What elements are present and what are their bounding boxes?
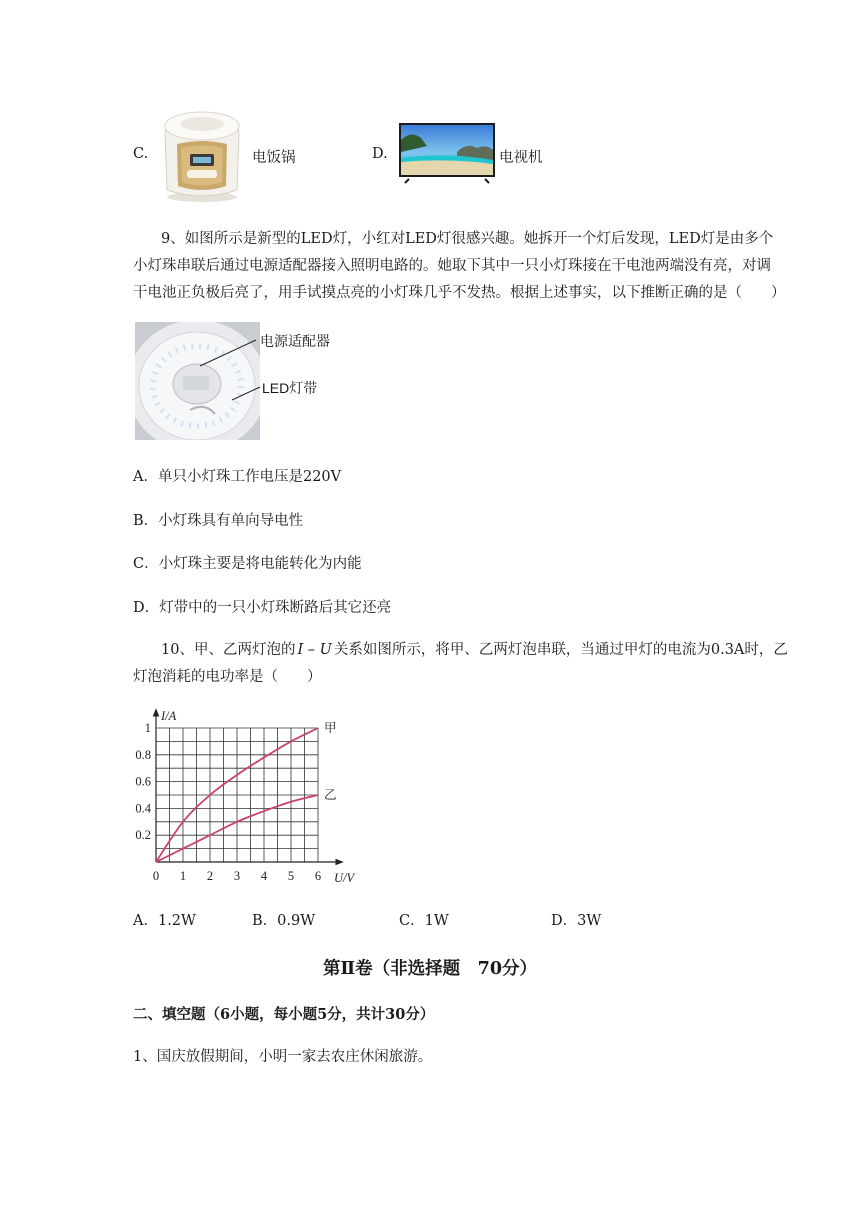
television-image bbox=[397, 122, 497, 184]
x-tick-label: 0 bbox=[152, 869, 160, 883]
x-axis-label: U/V bbox=[334, 871, 355, 885]
q9-stem-line-2: 小灯珠串联后通过电源适配器接入照明电路的。她取下其中一只小灯珠接在干电池两端没有亮，对调 bbox=[133, 258, 771, 274]
x-tick-label: 3 bbox=[233, 869, 241, 883]
q10-stem-pre: 10、甲、乙两灯泡的 bbox=[161, 642, 296, 658]
y-axis-label: I/A bbox=[161, 709, 177, 723]
led-figure-label-adapter: 电源适配器 bbox=[260, 333, 330, 349]
q9-stem-line-3: 干电池正负极后亮了，用手试摸点亮的小灯珠几乎不发热。根据上述事实，以下推断正确的是（ ） bbox=[133, 285, 786, 301]
y-tick-label: 0.4 bbox=[135, 801, 151, 816]
q9-stem-line-1: 9、如图所示是新型的LED灯，小红对LED灯很感兴趣。她拆开一个灯后发现，LED灯是由多个 bbox=[161, 231, 774, 247]
y-tick-label: 1 bbox=[144, 721, 151, 735]
section-2-part-heading: 二、填空题（6小题，每小题5分，共计30分） bbox=[133, 1006, 435, 1023]
section-2-q1: 1、国庆放假期间，小明一家去农庄休闲旅游。 bbox=[133, 1049, 433, 1065]
x-tick-label: 6 bbox=[314, 869, 322, 883]
q9-option-d: D．灯带中的一只小灯珠断路后其它还亮 bbox=[133, 600, 392, 616]
x-tick-label: 5 bbox=[287, 869, 295, 883]
q10-option-b: B．0.9W bbox=[252, 913, 316, 929]
led-figure-leader-lines bbox=[180, 330, 270, 420]
q9-option-a: A．单只小灯珠工作电压是220V bbox=[133, 469, 342, 485]
series-label-jia: 甲 bbox=[324, 721, 337, 735]
x-tick-label: 2 bbox=[206, 869, 214, 883]
rice-cooker-image bbox=[157, 104, 247, 204]
q9-option-c: C．小灯珠主要是将电能转化为内能 bbox=[133, 556, 362, 572]
iu-chart bbox=[125, 700, 365, 890]
q10-option-a: A．1.2W bbox=[133, 913, 196, 929]
series-label-yi: 乙 bbox=[324, 788, 337, 802]
x-tick-label: 1 bbox=[179, 869, 187, 883]
section-2-title: 第Ⅱ卷（非选择题 70分） bbox=[322, 959, 538, 979]
q10-stem-formula: I – U bbox=[297, 642, 332, 658]
y-tick-label: 0.2 bbox=[135, 828, 151, 843]
q10-stem-post: 关系如图所示，将甲、乙两灯泡串联，当通过甲灯的电流为0.3A时，乙 bbox=[333, 642, 788, 658]
q10-stem-line-2: 灯泡消耗的电功率是（ ） bbox=[133, 669, 322, 685]
q8-option-d-label: 电视机 bbox=[499, 150, 543, 166]
q10-stem-line-1 bbox=[161, 638, 788, 659]
q8-option-d-letter: D. bbox=[372, 146, 388, 162]
q8-option-c-letter: C. bbox=[133, 146, 149, 162]
q10-option-c: C．1W bbox=[399, 913, 449, 929]
q8-option-c-label: 电饭锅 bbox=[252, 150, 296, 166]
y-tick-label: 0.8 bbox=[135, 747, 151, 762]
q10-option-d: D．3W bbox=[551, 913, 602, 929]
q9-option-b: B．小灯珠具有单向导电性 bbox=[133, 513, 304, 529]
x-tick-label: 4 bbox=[260, 869, 268, 883]
led-figure-label-strip: LED灯带 bbox=[262, 380, 318, 396]
y-tick-label: 0.6 bbox=[135, 774, 151, 789]
